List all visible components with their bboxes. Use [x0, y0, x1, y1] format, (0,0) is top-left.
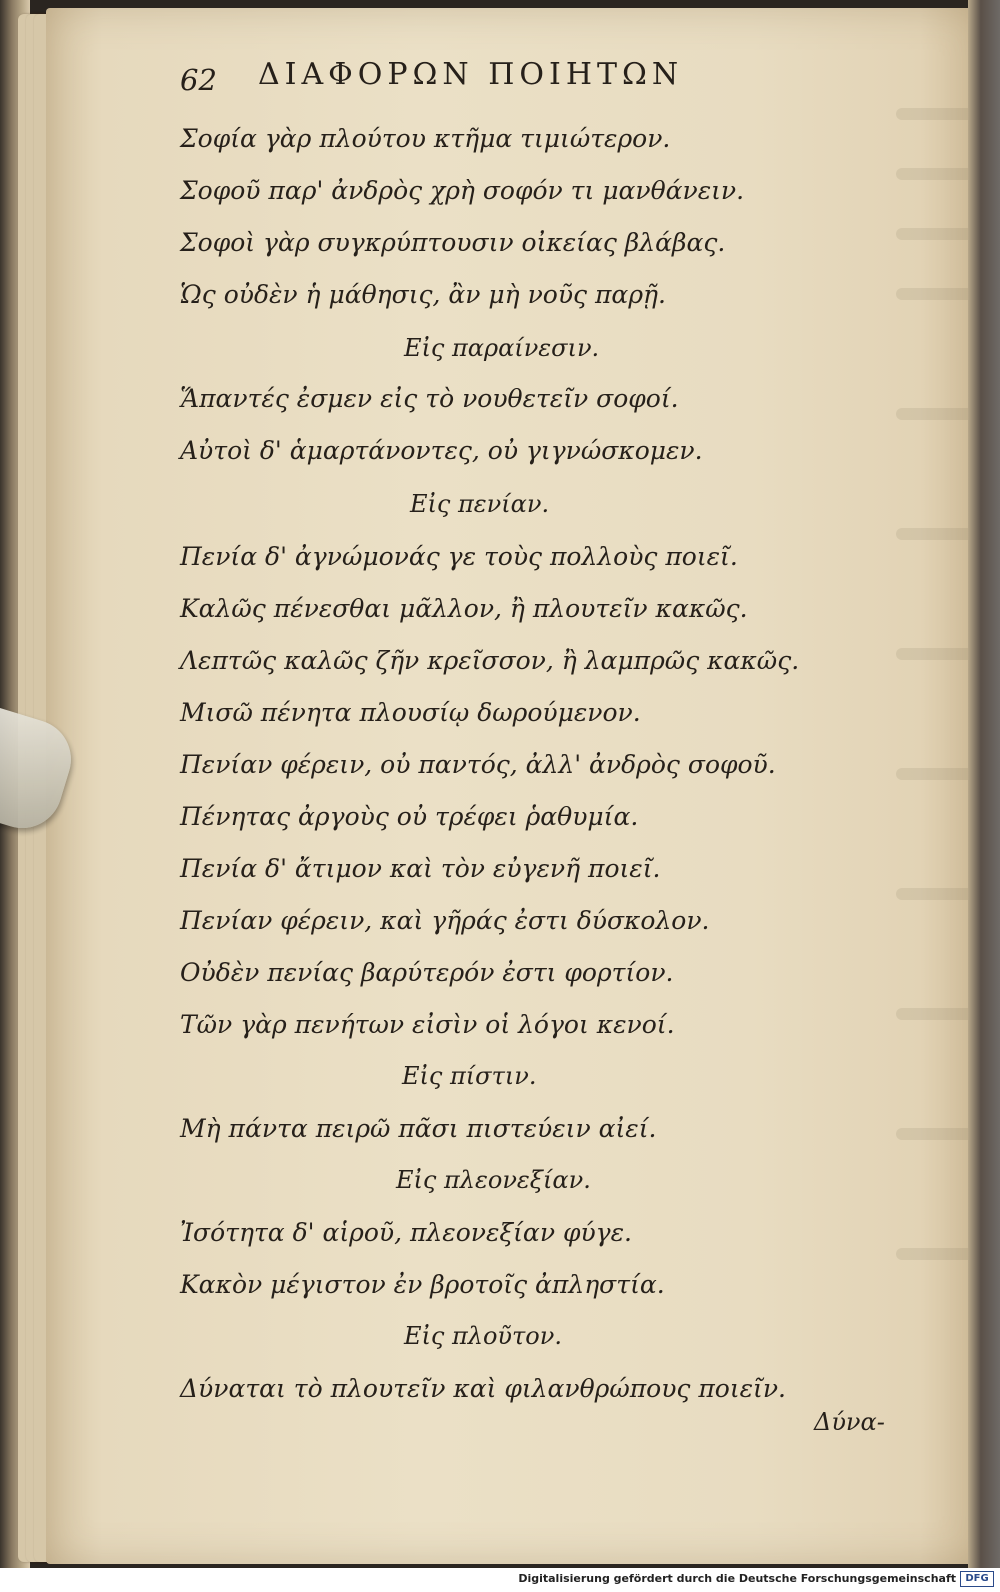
catchword: Δύνα-	[814, 1408, 885, 1436]
verse-line: Κακὸν μέγιστον ἐν βροτοῖς ἀπληστία.	[180, 1270, 665, 1299]
verse-line: Τῶν γὰρ πενήτων εἰσὶν οἱ λόγοι κενοί.	[180, 1010, 675, 1039]
section-heading: Εἰς πλοῦτον.	[404, 1322, 562, 1350]
verse-line: Σοφία γὰρ πλούτου κτῆμα τιμιώτερον.	[180, 124, 671, 153]
verse-line: Πένητας ἀργοὺς οὐ τρέφει ῥαθυμία.	[180, 802, 639, 831]
verse-line: Δύναται τὸ πλουτεῖν καὶ φιλανθρώπους ποιεῖν.	[180, 1374, 787, 1403]
section-heading: Εἰς πίστιν.	[402, 1062, 537, 1090]
page-number: 62	[180, 63, 217, 97]
running-title: ΔΙΑΦΟΡΩΝ ΠΟΙΗΤΩΝ	[258, 57, 684, 92]
binding-edge	[968, 0, 1000, 1568]
section-heading: Εἰς πενίαν.	[410, 490, 550, 518]
verse-line: Αὐτοὶ δ' ἁμαρτάνοντες, οὐ γιγνώσκομεν.	[180, 436, 703, 465]
verse-line: Πενίαν φέρειν, οὐ παντός, ἀλλ' ἀνδρὸς σοφοῦ.	[180, 750, 776, 779]
digitization-footer	[0, 1568, 1000, 1592]
section-heading: Εἰς παραίνεσιν.	[404, 334, 600, 362]
verse-line: Πενία δ' ἄτιμον καὶ τὸν εὐγενῆ ποιεῖ.	[180, 854, 661, 883]
dfg-logo: DFG	[960, 1571, 994, 1587]
verse-line: Οὐδὲν πενίας βαρύτερόν ἐστι φορτίον.	[180, 958, 674, 987]
verse-line: Ἅπαντές ἐσμεν εἰς τὸ νουθετεῖν σοφοί.	[180, 384, 679, 413]
verse-line: Σοφοὶ γὰρ συγκρύπτουσιν οἰκείας βλάβας.	[180, 228, 726, 257]
verse-line: Ἰσότητα δ' αἱροῦ, πλεονεξίαν φύγε.	[180, 1218, 632, 1247]
section-heading: Εἰς πλεονεξίαν.	[396, 1166, 591, 1194]
verse-line: Μισῶ πένητα πλουσίῳ δωρούμενον.	[180, 698, 641, 727]
funding-credit: Digitalisierung gefördert durch die Deutsche Forschungsgemeinschaft	[518, 1572, 956, 1585]
verse-line: Καλῶς πένεσθαι μᾶλλον, ἢ πλουτεῖν κακῶς.	[180, 594, 748, 623]
verse-line: Ὡς οὐδὲν ἡ μάθησις, ἂν μὴ νοῦς παρῇ.	[180, 280, 666, 309]
verse-line: Λεπτῶς καλῶς ζῆν κρεῖσσον, ἢ λαμπρῶς κακῶς.	[180, 646, 800, 675]
verse-line: Πενία δ' ἀγνώμονάς γε τοὺς πολλοὺς ποιεῖ.	[180, 542, 738, 571]
verse-line: Μὴ πάντα πειρῶ πᾶσι πιστεύειν αἰεί.	[180, 1114, 657, 1143]
verse-line: Πενίαν φέρειν, καὶ γῆράς ἐστι δύσκολον.	[180, 906, 710, 935]
verse-line: Σοφοῦ παρ' ἀνδρὸς χρὴ σοφόν τι μανθάνειν.	[180, 176, 745, 205]
